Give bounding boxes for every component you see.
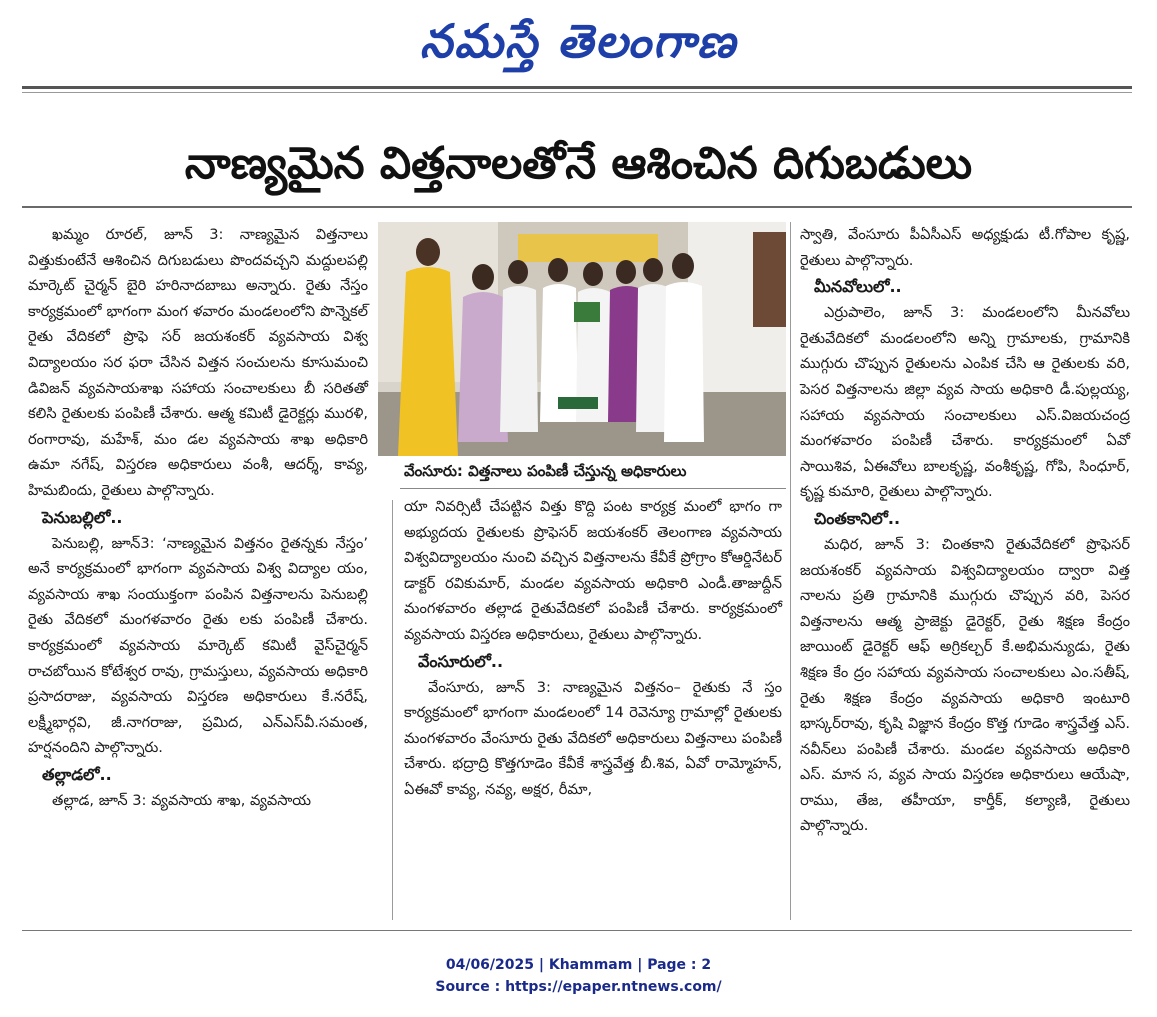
column-1 bbox=[28, 222, 368, 813]
column-divider-2 bbox=[790, 222, 791, 920]
article-penuballi: పెనుబల్లి, జూన్3: ‘నాణ్యమైన విత్తనం రైతన్నకు నేస్తం’ అనే కార్యక్రమంలో భాగంగా వ్యవసాయ విశ్వ విద్యాల యం, వ్యవసాయ శాఖ సంయుక్తంగా పంపిన విత్తనాలను పెనుబల్లి రైతు వేదికలో మంగళవారం రైతు లకు పంపిణీ చేశారు. కార్యక్రమంలో వ్యవసాయ మార్కెట్ కమిటీ వైస్‌చైర్మన్ రాచబోయిన కోటేశ్వర రావు, గ్రామస్తులు, వ్యవసాయ అధికారి ప్రసాదరాజు, వ్యవసాయ విస్తరణ అధికారులు కే.నరేష్, లక్ష్మీభార్గవి, జీ.నాగరాజు, ప్రమిద, ఎన్ఎస్‌వీ.సమంత, హర్షనందిని పాల్గొన్నారు. bbox=[28, 534, 368, 757]
headline: నాణ్యమైన విత్తనాలతోనే ఆశించిన దిగుబడులు bbox=[184, 138, 973, 189]
footer-source-line: Source : https://epaper.ntnews.com/ bbox=[435, 979, 722, 995]
photo-illustration bbox=[378, 222, 786, 456]
subheading-meenavolu: మీనవోలులో.. bbox=[814, 277, 902, 297]
article-meenavolu: ఎర్రుపాలెం, జూన్ 3: మండలంలోని మీనవోలు రైతువేదికలో మండలంలోని అన్ని గ్రామాలకు, గ్రామానికి ముగ్గురు చొప్పున రైతులను ఎంపిక చేసి ఆ రైతులకు వరి, పెసర విత్తనాలను జిల్లా వ్యవ సాయ అధికారి డీ.పుల్లయ్య, సహాయ వ్యవసాయ సంచాలకులు ఎస్.విజయచంద్ర మంగళవారం పంపిణీ చేశారు. కార్యక్రమంలో ఏవో సాయిశివ, ఏఈవోలు బాలకృష్ణ, వంశీకృష్ణ, గోపి, సింధూర్, కృష్ణ కుమారి, రైతులు పాల్గొన్నారు. bbox=[800, 304, 1130, 501]
subheading-penuballi: పెనుబల్లిలో.. bbox=[42, 507, 123, 527]
article-intro: ఖమ్మం రూరల్, జూన్ 3: నాణ్యమైన విత్తనాలు విత్తుకుంటేనే ఆశించిన దిగుబడులు పొందవచ్చని మద్దులపల్లి మార్కెట్ చైర్మన్ బైరి హరినాదబాబు అన్నారు. రైతు నేస్తం కార్యక్రమంలో భాగంగా మంగ ళవారం మండలంలోని పొన్నెకల్ రైతు వేదికలో ప్రొఫె సర్ జయశంకర్ వ్యవసాయ విశ్వ విద్యాలయం సర ఫరా చేసిన విత్తన సంచులను కూసుమంచి డివిజన్ వ్యవసాయశాఖ సహాయ సంచాలకులు బీ సరితతో కలిసి రైతులకు పంపిణీ చేశారు. ఆత్మ కమిటీ డైరెక్టర్లు మురళి, రంగారావు, మహేశ్, మం డల వ్యవసాయ శాఖ అధికారి ఉమా నగేష్, విస్తరణ అధికారులు వంశీ, ఆదర్శ్, కావ్య, హిమబిందు, రైతులు పాల్గొన్నారు. bbox=[28, 226, 368, 499]
article-vemsur-cont: స్వాతి, వేంసూరు పీఏసీఎస్ అధ్యక్షుడు టీ.గోపాల కృష్ణ, రైతులు పాల్గొన్నారు. bbox=[800, 226, 1130, 269]
article-vemsur: వేంసూరు, జూన్ 3: నాణ్యమైన విత్తనం– రైతుకు నే స్తం కార్యక్రమంలో భాగంగా మండలంలో 14 రెవెన్యూ గ్రామాల్లో రైతులకు మంగళవారం వేంసూరు రైతు వేదికలో అధికారులు విత్తనాలు పంపిణీ చేశారు. భద్రాద్రి కొత్తగూడెం కేవీకే శాస్త్రవేత్త బీ.శివ, ఏవో రామ్మోహన్, ఏఈవో కావ్య, నవ్య, అక్షర, రీమా, bbox=[404, 678, 782, 798]
article-chintakani: మధిర, జూన్ 3: చింతకాని రైతువేదికలో ప్రొఫెసర్ జయశంకర్ వ్యవసాయ విశ్వవిద్యాలయం ద్వారా విత్త నాలను ప్రతి గ్రామానికి ముగ్గురు చొప్పున వరి, పెసర విత్తనాలను ఆత్మ ప్రాజెక్టు డైరెక్టర్, రైతు శిక్షణ కేంద్రం జాయింట్ డైరెక్టర్ ఆఫ్ అగ్రికల్చర్ కే.అభిమన్యుడు, రైతు శిక్షణ కేం ద్రం సహాయ వ్యవసాయ సంచాలకులు ఎం.సతీష్, రైతు శిక్షణ కేంద్రం వ్యవసాయ అధికారి ఇంటూరి భాస్కర్‌రావు, కృషి విజ్ఞాన కేంద్రం కొత్త గూడెం శాస్త్రవేత్త ఎస్. నవీన్‌లు పంపిణీ చేశారు. మండల వ్యవసాయ అధికారి ఎస్. మాన స, వ్యవ సాయ విస్తరణ అధికారులు ఆయేషా, రాము, తేజ, తహీయా, కార్తీక్, కల్యాణి, రైతులు పాల్గొన్నారు. bbox=[800, 535, 1130, 835]
column-3 bbox=[800, 222, 1130, 839]
masthead-rule bbox=[22, 86, 1132, 89]
photo-caption: వేంసూరు: విత్తనాలు పంపిణీ చేస్తున్న అధికారులు bbox=[404, 462, 687, 480]
column-divider-1 bbox=[392, 500, 393, 920]
article-tallada-cont: యా నివర్సిటీ చేపట్టిన విత్తు కొద్ది పంట కార్యక్ర మంలో భాగం గా అభ్యుదయ రైతులకు ప్రొఫెసర్ జయశంకర్ తెలంగాణ వ్యవసాయ విశ్వవిద్యాలయం నుంచి వచ్చిన విత్తనాలను కేవీకే ప్రోగ్రాం కోఆర్డినేటర్ డాక్టర్ రవికుమార్, మండల వ్యవసాయ అధికారి ఎండీ.తాజుద్దీన్ మంగళవారం తల్లాడ రైతువేదికలో పంపిణీ చేశారు. కార్యక్రమంలో వ్యవసాయ విస్తరణ అధికారులు, రైతులు పాల్గొన్నారు. bbox=[404, 498, 782, 643]
footer-date-line: 04/06/2025 | Khammam | Page : 2 bbox=[445, 957, 712, 973]
subheading-tallada: తల్లాడలో.. bbox=[42, 764, 112, 784]
masthead-rule-thin bbox=[22, 92, 1132, 93]
caption-rule bbox=[400, 488, 786, 489]
bottom-rule bbox=[22, 930, 1132, 931]
headline-rule bbox=[22, 206, 1132, 208]
article-tallada-start: తల్లాడ, జూన్ 3: వ్యవసాయ శాఖ, వ్యవసాయ bbox=[52, 791, 312, 809]
news-photo bbox=[378, 222, 786, 456]
masthead: నమస్తే తెలంగాణ bbox=[419, 14, 738, 68]
subheading-vemsur: వేంసూరులో.. bbox=[418, 651, 504, 671]
column-2 bbox=[404, 494, 782, 803]
subheading-chintakani: చింతకానిలో.. bbox=[814, 508, 901, 528]
